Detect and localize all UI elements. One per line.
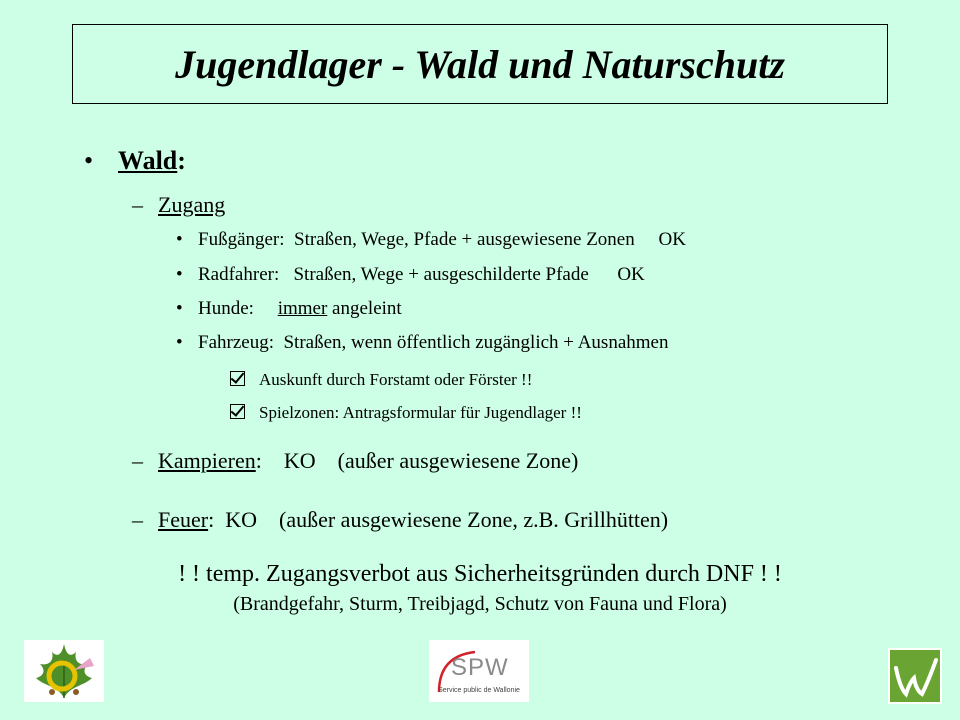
zugang-item-radfahrer — [176, 264, 645, 286]
zugang-item-fahrzeug — [176, 332, 668, 354]
item-text: Straßen, wenn öffentlich zugänglich + Ausnahmen — [283, 332, 669, 353]
checked-box-icon — [230, 371, 245, 386]
item-kampieren — [132, 448, 578, 474]
status-text: KO — [283, 448, 316, 473]
notice-line-1: ! ! temp. Zugangsverbot aus Sicherheitsgründen durch DNF ! ! — [178, 561, 782, 587]
spw-logo — [429, 640, 529, 702]
spw-text: SPW — [451, 654, 509, 681]
check-text: Spielzonen: Antragsformular für Jugendlager !! — [259, 403, 582, 422]
kampieren-label: Kampieren — [158, 448, 256, 473]
emphasis-text: immer — [277, 298, 328, 319]
status-text: OK — [658, 229, 686, 250]
wald-label: Wald — [118, 146, 178, 175]
feuer-label: Feuer — [158, 507, 209, 532]
bullet-dot: • — [84, 146, 94, 175]
status-text: OK — [617, 264, 645, 285]
check-item-spielzonen — [230, 403, 582, 423]
dash: – — [132, 448, 143, 473]
term: Hunde: — [198, 298, 254, 319]
forest-service-logo — [24, 640, 104, 702]
sub-bullet: • — [176, 298, 183, 319]
item-feuer — [132, 507, 668, 533]
zugang-label: Zugang — [158, 192, 226, 217]
status-text: KO — [225, 507, 257, 532]
wallonia-logo — [888, 648, 942, 704]
item-text: (außer ausgewiesene Zone) — [337, 448, 579, 473]
colon: : — [208, 507, 215, 532]
colon: : — [255, 448, 262, 473]
sub-bullet: • — [176, 264, 183, 285]
dash: – — [132, 507, 143, 532]
sub-bullet: • — [176, 332, 183, 353]
item-text: (außer ausgewiesene Zone, z.B. Grillhütten) — [279, 507, 669, 532]
oak-horn-icon — [24, 640, 104, 702]
item-text: Straßen, Wege, Pfade + ausgewiesene Zonen — [294, 229, 635, 250]
notice-line-2: (Brandgefahr, Sturm, Treibjagd, Schutz von Fauna und Flora) — [233, 593, 727, 615]
term: Radfahrer: — [198, 264, 280, 285]
zugang-item-fussgaenger — [176, 229, 686, 251]
bullet-wald — [84, 146, 186, 176]
checked-box-icon — [230, 404, 245, 419]
title-box — [72, 24, 888, 104]
zugang-item-hunde — [176, 298, 402, 320]
check-item-auskunft — [230, 370, 532, 390]
term: Fußgänger: — [198, 229, 285, 250]
wallonia-w-icon — [888, 648, 942, 704]
item-text: Straßen, Wege + ausgeschilderte Pfade — [293, 264, 589, 285]
item-zugang — [132, 192, 225, 218]
term: Fahrzeug: — [198, 332, 274, 353]
item-text: angeleint — [332, 298, 402, 319]
wald-colon: : — [177, 146, 186, 175]
check-text: Auskunft durch Forstamt oder Förster !! — [259, 370, 533, 389]
spw-subtitle: Service public de Wallonie — [438, 687, 520, 694]
page-title: Jugendlager - Wald und Naturschutz — [175, 41, 785, 87]
dash: – — [132, 192, 143, 217]
sub-bullet: • — [176, 229, 183, 250]
